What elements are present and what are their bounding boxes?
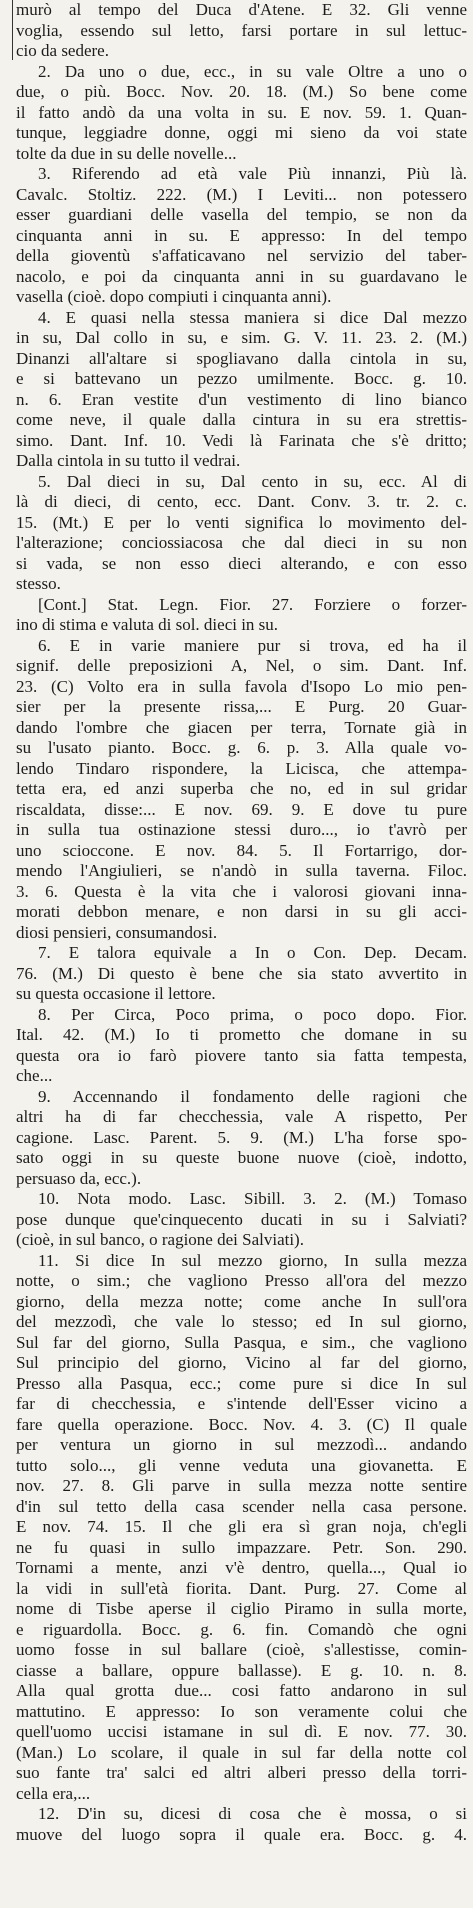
text-line: in su, Dal collo in su, e sim. G. V. 11. 23. 2. (M.)	[16, 328, 467, 347]
text-line: [Cont.] Stat. Legn. Fior. 27. Forziere o forzer-	[38, 594, 467, 614]
text-line: sier per la presente rissa,... E Purg. 20 Guar-	[16, 697, 467, 716]
text-line: fare quella operazione. Bocc. Nov. 4. 3. (C) Il quale	[16, 1414, 467, 1434]
text-line: per ventura un giorno in sul mezzodì... andando	[16, 1435, 467, 1454]
text-line: 8. Per Circa, Poco prima, o poco dopo. Fior.	[38, 1004, 467, 1024]
text-line: 15. (Mt.) E per lo venti significa lo movimento del-	[16, 512, 467, 532]
text-line: signif. delle preposizioni A, Nel, o sim. Dant. Inf.	[16, 656, 467, 675]
text-line: nome di Tisbe aperse il ciglio Piramo in sulla morte,	[16, 1599, 467, 1618]
margin-rule	[12, 0, 13, 60]
text-line: murò al tempo del Duca d'Atene. E 32. Gli venne	[16, 0, 467, 19]
text-line: n. 6. Eran vestite d'un vestimento di lino bianco	[16, 389, 467, 409]
text-line: dando l'ombre che giacen per terra, Tornate già in	[16, 717, 467, 737]
text-line: del mezzodì, che vale lo stesso; ed In sul giorno,	[16, 1312, 467, 1331]
text-line: pose dunque que'cinquecento ducati in su i Salviati?	[16, 1209, 467, 1229]
text-line: notte, o sim.; che vagliono Presso all'ora del mezzo	[16, 1271, 467, 1290]
text-line: su questa occasione il lettore.	[16, 984, 216, 1003]
text-line: simo. Dant. Inf. 10. Vedi là Farinata che s'è dritto;	[16, 430, 467, 450]
text-line: cinquanta anni in su. E appresso: In del tempo	[16, 225, 467, 245]
text-line: mattutino. E appresso: Io son veramente colui che	[16, 1701, 467, 1721]
text-line: nov. 27. 8. Gli parve in sulla mezza notte sentire	[16, 1476, 467, 1495]
text-line: Presso alla Pasqua, ecc.; come pure si dice In sul	[16, 1373, 467, 1393]
text-line: e si battevano un pezzo umilmente. Bocc. g. 10.	[16, 369, 467, 388]
text-line: come neve, il quale dalla cintura in su era strettis-	[16, 410, 467, 429]
text-line: 9. Accennando il fondamento delle ragioni che	[38, 1086, 467, 1106]
text-line: tolte da due in su delle novelle...	[16, 143, 237, 163]
text-line: (Man.) Lo scolare, il quale in sul far della notte col	[16, 1742, 467, 1762]
entry-text	[16, 0, 467, 1845]
text-line: esser guardiani delle vasella del tempio, se non da	[16, 205, 467, 224]
text-line: si vada, se non esso dieci alterando, e con esso	[16, 553, 467, 573]
text-line: Cavalc. Stoltiz. 222. (M.) I Leviti... non potessero	[16, 184, 467, 204]
text-line: Dalla cintola in su tutto il vedrai.	[16, 451, 241, 470]
text-line: Dinanzi all'altare si spogliavano dalla cintola in su,	[16, 348, 467, 368]
text-line: e riguardolla. Bocc. g. 6. fin. Comandò che ogni	[16, 1619, 467, 1639]
text-line: il fatto andò da una volta in su. E nov. 59. 1. Quan-	[16, 102, 467, 122]
text-line: Sul far del giorno, Sulla Pasqua, e sim., che vagliono	[16, 1332, 467, 1352]
text-line: in sulla tua ostinazione stessi duro..., io t'avrò per	[16, 820, 467, 839]
text-line: tutto solo..., gli venne veduta una giovanetta. E	[16, 1455, 467, 1475]
text-line: due, o più. Bocc. Nov. 20. 18. (M.) So bene come	[16, 82, 467, 101]
text-line: muove del luogo sopra il quale era. Bocc. g. 4.	[16, 1824, 467, 1844]
text-line: cella era,...	[16, 1783, 91, 1803]
text-line: là di dieci, di cento, ecc. Dant. Conv. 3. tr. 2. c.	[16, 492, 467, 511]
text-line: giorno, della mezza notte; come anche In sull'ora	[16, 1291, 467, 1311]
text-line: cio da sedere.	[16, 41, 109, 60]
text-line: far di checchessia, e s'intende dell'Esser vicino a	[16, 1394, 467, 1413]
text-line: sato oggi in su queste buone nuove (cioè, indotto,	[16, 1148, 467, 1167]
text-line: 11. Si dice In sul mezzo giorno, In sulla mezza	[38, 1250, 467, 1270]
text-line: vasella (cioè. dopo compiuti i cinquanta anni).	[16, 287, 332, 306]
text-line: 3. Riferendo ad età vale Più innanzi, Più là.	[38, 164, 467, 183]
text-line: su l'usato pianto. Bocc. g. 6. p. 3. Alla quale vo-	[16, 738, 467, 757]
text-line: che...	[16, 1066, 53, 1085]
text-line: voglia, essendo sul letto, farsi portare in sul lettuc-	[16, 20, 467, 40]
text-line: l'alterazione; conciossiacosa che dal dieci in su non	[16, 533, 467, 552]
text-line: uno scioccone. E nov. 84. 5. Il Fortarrigo, dor-	[16, 840, 467, 860]
text-line: 3. 6. Questa è la vita che i valorosi giovani inna-	[16, 881, 467, 901]
text-line: lendo Tindaro rispondere, la Licisca, che attempa-	[16, 758, 467, 778]
text-line: tunque, leggiadre donne, oggi mi sieno da voi state	[16, 123, 467, 142]
text-line: tetta era, ed anzi superba che no, ed in sul gridar	[16, 779, 467, 798]
text-line: ino di stima e valuta di sol. dieci in su.	[16, 615, 279, 634]
text-line: E nov. 74. 15. Il che gli era sì gran noja, ch'egli	[16, 1517, 467, 1536]
text-line: cagione. Lasc. Parent. 5. 9. (M.) L'ha forse spo-	[16, 1127, 467, 1147]
text-line: 12. D'in su, dicesi di cosa che è mossa, o si	[38, 1804, 467, 1823]
text-line: mendo l'Angiulieri, se n'andò in sulla taverna. Filoc.	[16, 861, 467, 880]
text-line: Alla qual grotta due... cosi fatto andarono in sul	[16, 1681, 467, 1700]
text-line: quell'uomo uccisi istamane in sul dì. E nov. 77. 30.	[16, 1722, 467, 1741]
text-line: 5. Dal dieci in su, Dal cento in su, ecc. Al di	[38, 471, 467, 491]
text-line: nacolo, e poi da cinquanta anni in su guardavano le	[16, 266, 467, 286]
text-line: persuaso da, ecc.).	[16, 1168, 142, 1188]
text-line: 6. E in varie maniere pur si trova, ed ha il	[38, 635, 467, 655]
text-line: morati debbon menare, e non darsi in su gli acci-	[16, 902, 467, 921]
text-line: la vidi in sull'età fiorita. Dant. Purg. 27. Come al	[16, 1578, 467, 1598]
text-line: altri ha di far checchessia, vale A rispetto, Per	[16, 1107, 467, 1126]
text-line: 2. Da uno o due, ecc., in su vale Oltre a uno o	[38, 61, 467, 81]
text-line: questa ora io farò piovere tanto sia fatta tempesta,	[16, 1045, 467, 1065]
text-line: (cioè, in sul banco, o ragione dei Salviati).	[16, 1230, 304, 1249]
text-line: 4. E quasi nella stessa maniera si dice Dal mezzo	[38, 307, 467, 327]
text-line: Sul principio del giorno, Vicino al far del giorno,	[16, 1353, 467, 1372]
text-line: Ital. 42. (M.) Io ti prometto che domane in su	[16, 1025, 467, 1044]
text-line: Tornami a mente, anzi v'è dentro, quella..., Qual io	[16, 1558, 467, 1577]
text-line: 76. (M.) Di questo è bene che sia stato avvertito in	[16, 963, 467, 983]
text-line: della gioventù s'affaticavano nel servizio del taber-	[16, 246, 467, 265]
text-line: suo fante tra' salci ed altri alberi presso della torri-	[16, 1763, 467, 1782]
text-line: stesso.	[16, 574, 61, 593]
text-line: ne fu quasi in sullo impazzare. Petr. Son. 290.	[16, 1537, 467, 1557]
text-line: 23. (C) Volto era in sulla favola d'Isopo Lo mio pen-	[16, 676, 467, 696]
text-line: 7. E talora equivale a In o Con. Dep. Decam.	[38, 943, 467, 962]
text-line: riscaldata, disse:... E nov. 69. 9. E dove tu pure	[16, 799, 467, 819]
text-line: uomo fosse in sul ballare (cioè, s'allestisse, comin-	[16, 1640, 467, 1659]
text-line: d'in sul tetto della casa scender nella casa persone.	[16, 1496, 467, 1516]
text-line: ciasse a ballare, oppure ballasse). E g. 10. n. 8.	[16, 1660, 467, 1680]
text-line: 10. Nota modo. Lasc. Sibill. 3. 2. (M.) Tomaso	[38, 1189, 467, 1208]
text-line: diosi pensieri, consumandosi.	[16, 922, 218, 942]
